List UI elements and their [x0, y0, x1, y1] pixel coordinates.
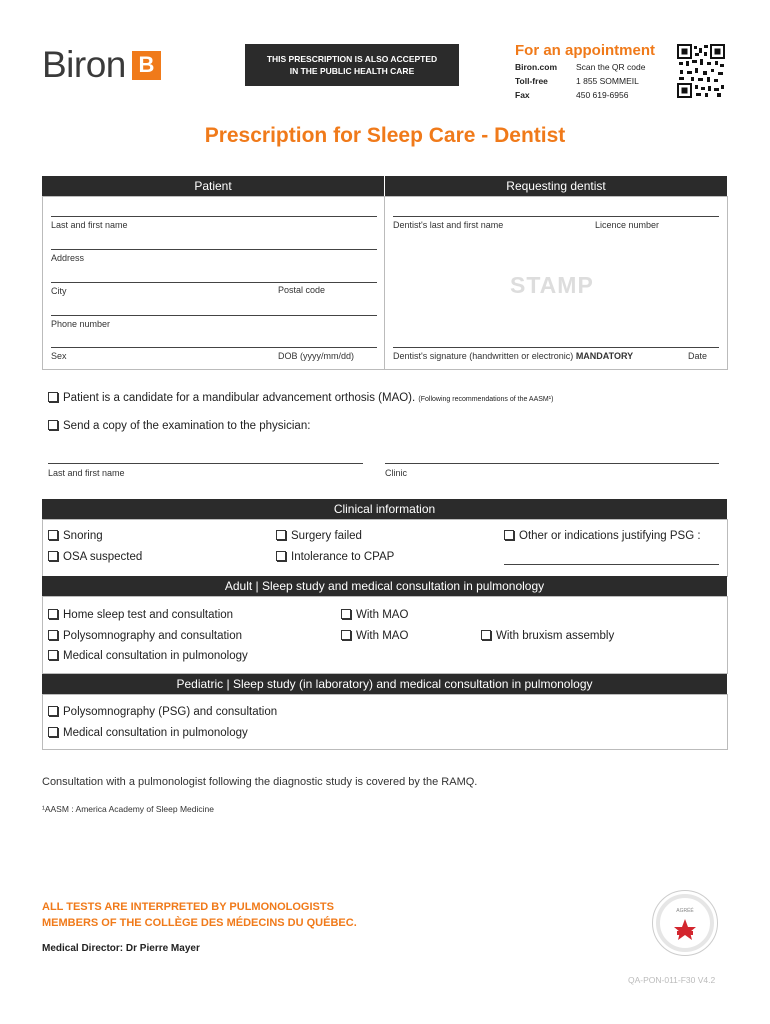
patient-heading: Patient	[42, 176, 384, 196]
adult-consult-label: Medical consultation in pulmonology	[63, 650, 248, 662]
dentist-heading: Requesting dentist	[385, 176, 727, 196]
clinical-heading: Clinical information	[42, 499, 727, 519]
cpap-checkbox[interactable]	[276, 551, 286, 561]
qr-code-icon[interactable]	[677, 44, 725, 98]
physician-name-field[interactable]	[48, 463, 363, 464]
cpap-label: Intolerance to CPAP	[291, 551, 395, 563]
mao-checkbox[interactable]	[48, 392, 58, 402]
patient-city-field[interactable]	[51, 282, 377, 283]
footer-line-1: ALL TESTS ARE INTERPRETED BY PULMONOLOGISTS	[42, 901, 334, 913]
pediatric-consult-label: Medical consultation in pulmonology	[63, 727, 248, 739]
contact-fax-label: Fax	[515, 90, 530, 100]
contact-tollfree-value: 1 855 SOMMEIL	[576, 76, 639, 86]
surgery-option[interactable]	[276, 530, 362, 542]
snoring-option[interactable]	[48, 530, 103, 542]
dentist-signature-field[interactable]	[393, 347, 719, 348]
other-label: Other or indications justifying PSG :	[519, 530, 701, 542]
pediatric-psg-option[interactable]	[48, 706, 277, 718]
patient-phone-field[interactable]	[51, 315, 377, 316]
medical-director: Medical Director: Dr Pierre Mayer	[42, 943, 200, 954]
patient-phone-label: Phone number	[51, 319, 111, 329]
aasm-footnote: ¹AASM : America Academy of Sleep Medicine	[42, 804, 214, 814]
with-mao-checkbox-1[interactable]	[341, 609, 351, 619]
surgery-label: Surgery failed	[291, 530, 362, 542]
home-test-option[interactable]	[48, 609, 233, 621]
send-copy-checkbox[interactable]	[48, 420, 58, 430]
footer-line-2: MEMBERS OF THE COLLÈGE DES MÉDECINS DU QUÉBEC.	[42, 917, 357, 929]
physician-name-label: Last and first name	[48, 468, 125, 478]
bruxism-option[interactable]	[481, 630, 614, 642]
adult-psg-checkbox[interactable]	[48, 630, 58, 640]
pediatric-psg-label: Polysomnography (PSG) and consultation	[63, 706, 278, 718]
osa-checkbox[interactable]	[48, 551, 58, 561]
send-copy-label: Send a copy of the examination to the physician:	[63, 420, 311, 432]
logo-badge: B	[132, 51, 161, 80]
snoring-label: Snoring	[63, 530, 103, 542]
clinic-field[interactable]	[385, 463, 719, 464]
adult-psg-label: Polysomnography and consultation	[63, 630, 243, 642]
patient-city-label: City	[51, 286, 67, 296]
form-code: QA-PON-011-F30 V4.2	[628, 975, 716, 985]
snoring-checkbox[interactable]	[48, 530, 58, 540]
with-mao-checkbox-2[interactable]	[341, 630, 351, 640]
banner-line-2: IN THE PUBLIC HEALTH CARE	[289, 66, 415, 76]
mao-label: Patient is a candidate for a mandibular advancement orthosis (MAO).	[63, 392, 416, 404]
adult-consult-checkbox[interactable]	[48, 650, 58, 660]
adult-heading: Adult | Sleep study and medical consultation in pulmonology	[42, 576, 727, 596]
banner-line-1: THIS PRESCRIPTION IS ALSO ACCEPTED	[266, 54, 438, 64]
other-field[interactable]	[504, 564, 719, 565]
dentist-name-field[interactable]	[393, 216, 719, 217]
stamp-placeholder: STAMP	[510, 272, 594, 298]
patient-name-field[interactable]	[51, 216, 377, 217]
biron-logo	[42, 44, 161, 86]
bruxism-label: With bruxism assembly	[496, 630, 615, 642]
patient-sex-label: Sex	[51, 351, 67, 361]
clinic-label: Clinic	[385, 468, 408, 478]
pediatric-consult-option[interactable]	[48, 727, 248, 739]
mao-note: (Following recommendations of the AASM¹)	[418, 396, 554, 403]
with-mao-option-2[interactable]	[341, 630, 408, 642]
other-checkbox[interactable]	[504, 530, 514, 540]
pediatric-box	[42, 694, 728, 750]
dentist-licence-label: Licence number	[595, 220, 660, 230]
pediatric-psg-checkbox[interactable]	[48, 706, 58, 716]
pediatric-heading: Pediatric | Sleep study (in laboratory) and medical consultation in pulmonology	[42, 674, 727, 694]
contact-website-label[interactable]: Biron.com	[515, 62, 558, 72]
patient-postal-label: Postal code	[278, 285, 326, 295]
patient-address-field[interactable]	[51, 249, 377, 250]
logo-text: Biron	[42, 44, 126, 85]
with-mao-option-1[interactable]	[341, 609, 408, 621]
clinical-box	[42, 519, 728, 577]
home-test-label: Home sleep test and consultation	[63, 609, 234, 621]
dentist-signature-label: Dentist's signature (handwritten or electronic) MANDATORY	[393, 351, 634, 361]
column-divider	[384, 196, 385, 369]
home-test-checkbox[interactable]	[48, 609, 58, 619]
pediatric-consult-checkbox[interactable]	[48, 727, 58, 737]
ramq-note: Consultation with a pulmonologist following the diagnostic study is covered by the RAMQ.	[42, 776, 478, 788]
surgery-checkbox[interactable]	[276, 530, 286, 540]
osa-label: OSA suspected	[63, 551, 143, 563]
other-option[interactable]	[504, 530, 701, 542]
adult-psg-option[interactable]	[48, 630, 242, 642]
adult-consult-option[interactable]	[48, 650, 248, 662]
cpap-option[interactable]	[276, 551, 394, 563]
patient-name-label: Last and first name	[51, 220, 128, 230]
public-health-banner	[245, 44, 459, 86]
mandatory-label: MANDATORY	[575, 351, 634, 361]
dentist-name-label: Dentist's last and first name	[393, 220, 504, 230]
patient-address-label: Address	[51, 253, 85, 263]
contact-website-value: Scan the QR code	[576, 62, 646, 72]
bruxism-checkbox[interactable]	[481, 630, 491, 640]
dentist-date-label: Date	[688, 351, 708, 361]
page-title: Prescription for Sleep Care - Dentist	[204, 124, 566, 147]
patient-sex-field[interactable]	[51, 347, 377, 348]
appointment-title: For an appointment	[515, 42, 655, 59]
with-mao-label-1: With MAO	[356, 609, 409, 621]
osa-option[interactable]	[48, 551, 142, 563]
with-mao-label-2: With MAO	[356, 630, 409, 642]
mao-checkbox-row[interactable]	[48, 392, 553, 404]
send-copy-row[interactable]	[48, 420, 310, 432]
accreditation-seal-icon	[652, 890, 718, 956]
seal-text: AGRÉÉ	[676, 908, 694, 914]
contact-tollfree-label: Toll-free	[515, 76, 548, 86]
seal-graphic-icon	[653, 891, 717, 955]
patient-dob-label: DOB (yyyy/mm/dd)	[278, 351, 355, 361]
contact-fax-value: 450 619-6956	[576, 90, 629, 100]
